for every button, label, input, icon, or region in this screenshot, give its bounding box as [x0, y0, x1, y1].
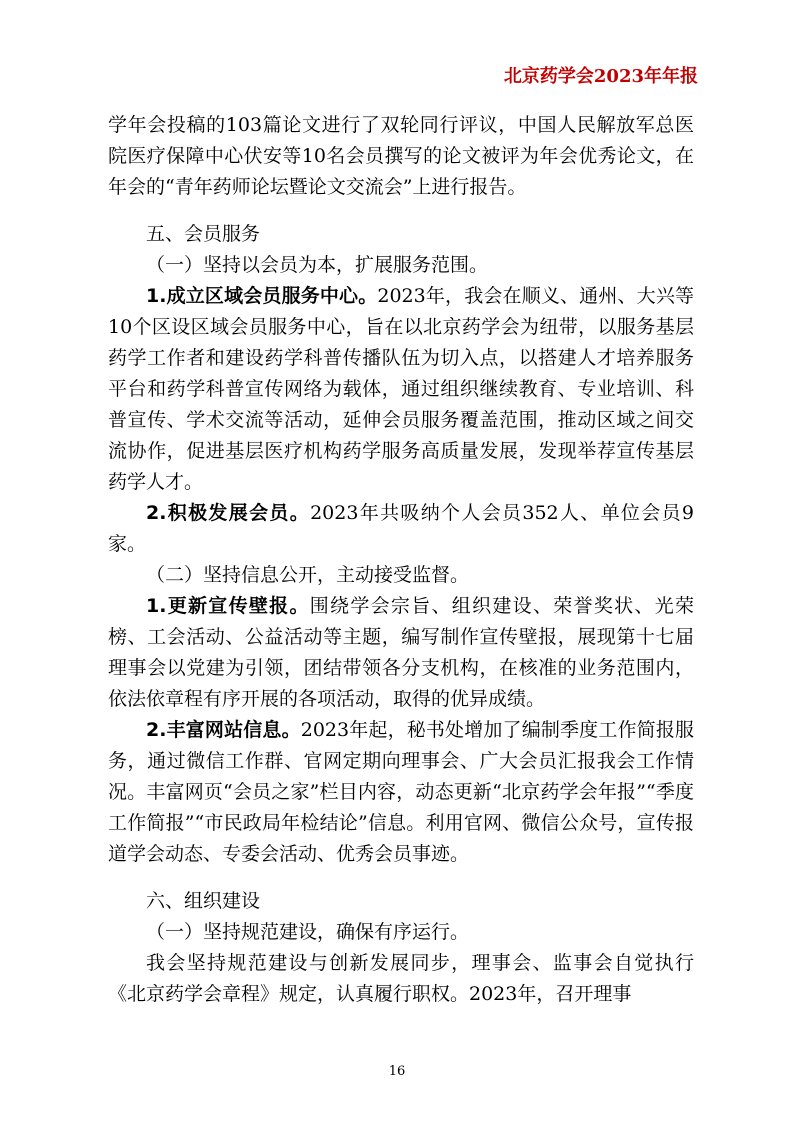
paragraph-6-1: 我会坚持规范建设与创新发展同步，理事会、监事会自觉执行《北京药学会章程》规定，认真履行职权。2023年，召开理事 — [108, 952, 694, 1005]
paragraph-5-2-text: 2023年共吸纳个人会员352人、单位会员9家。 — [108, 502, 694, 555]
paragraph-5-2-1 — [108, 591, 694, 715]
spacer — [108, 870, 694, 886]
document-body — [108, 110, 694, 1010]
intro-paragraph: 学年会投稿的103篇论文进行了双轮同行评议，中国人民解放军总医院医疗保障中心伏安等10名会员撰写的论文被评为年会优秀论文，在年会的“青年药师论坛暨论文交流会”上进行报告。 — [108, 114, 694, 198]
paragraph-5-1-lead: 1.成立区域会员服务中心。 — [146, 285, 378, 307]
document-header-title: 北京药学会2023年年报 — [503, 66, 698, 87]
section-6-title: 六、组织建设 — [146, 890, 261, 912]
paragraph-5-2-lead: 2.积极发展会员。 — [146, 502, 311, 524]
paragraph-5-2-1-lead: 1.更新宣传壁报。 — [146, 595, 310, 617]
spacer — [108, 203, 694, 219]
page-number: 16 — [388, 1064, 406, 1079]
paragraph-5-2-2 — [108, 715, 694, 870]
section-5-subheading-1: （一）坚持以会员为本，扩展服务范围。 — [146, 254, 489, 276]
paragraph-5-2-2-lead: 2.丰富网站信息。 — [146, 719, 301, 741]
paragraph-5-1 — [108, 281, 694, 498]
paragraph-5-1-text: 2023年，我会在顺义、通州、大兴等10个区设区域会员服务中心，旨在以北京药学会为纽带，以服务基层药学工作者和建设药学科普传播队伍为切入点，以搭建人才培养服务平台和药学科普宣传网络为载体，通过组织继续教育、专业培训、科普宣传、学术交流等活动，延伸会员服务覆盖范围，推动区域之间交流协作，促进基层医疗机构药学服务高质量发展，发现举荐宣传基层药学人才。 — [108, 285, 694, 493]
section-5-title: 五、会员服务 — [146, 223, 261, 245]
section-5-subheading-2: （二）坚持信息公开，主动接受监督。 — [146, 564, 470, 586]
paragraph-5-2 — [108, 498, 694, 560]
section-6-subheading-1: （一）坚持规范建设，确保有序运行。 — [146, 921, 470, 943]
paragraph-5-2-1-text: 围绕学会宗旨、组织建设、荣誉奖状、光荣榜、工会活动、公益活动等主题，编写制作宣传壁报，展现第十七届理事会以党建为引领，团结带领各分支机构，在核准的业务范围内，依法依章程有序开展的各项活动，取得的优异成绩。 — [108, 595, 694, 710]
paragraph-5-2-2-text: 2023年起，秘书处增加了编制季度工作简报服务，通过微信工作群、官网定期向理事会、广大会员汇报我会工作情况。丰富网页“会员之家”栏目内容，动态更新“北京药学会年报”“季度工作简报”“市民政局年检结论”信息。利用官网、微信公众号，宣传报道学会动态、专委会活动、优秀会员事迹。 — [108, 719, 694, 865]
